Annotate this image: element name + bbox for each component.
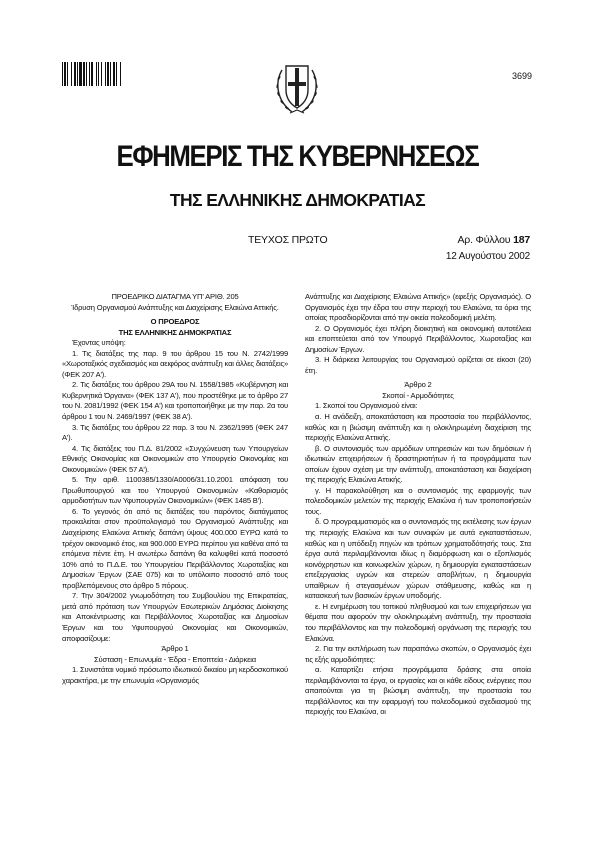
right-column [305, 292, 531, 837]
sheet-label: Αρ. Φύλλου [457, 234, 511, 246]
responsibility-item: α. Καταρτίζει ετήσια προγράμματα δράσης στα οποία περιλαμβάνονται τα έργα, οι εργασίες και οι κάθε είδους ενέργειες που απαιτούνται για τη βιώσιμη ανάπτυξη, την προστασία του περιβάλλοντος και την εφαρμογή του πολεοδομικού σχεδιασμού της περιοχής του Ελαιώνα, οι [305, 665, 531, 717]
article-1-heading: Άρθρο 1 [161, 644, 189, 654]
recital-item: 4. Τις διατάξεις του Π.Δ. 81/2002 «Συγχώνευση των Υπουργείων Εθνικής Οικονομίας και Οικονομικών στο Υπουργείο Οικονομίας και Οικονομικών» (ΦΕΚ 57 Α'). [62, 443, 288, 474]
purpose-item: δ. Ο προγραμματισμός και ο συντονισμός της εκτέλεσης των έργων της περιοχής Ελαιώνα και των συναφών με αυτά εγκαταστάσεων, καθώς και η υπόδειξη πηγών και τρόπων χρηματοδότησής τους. Στα έργα αυτά περιλαμβάνονται ιδίως η διαμόρφωση και ο εξοπλισμός κοινόχρηστων και κοινωφελών χώρων, η δημιουργία εγκαταστάσεων επεξεργασίας υγρών και στερεών αποβλήτων, η δημιουργία υπαίθριων ή στεγασμένων χώρων στάθμευσης, καθώς και η κατασκευή των βασικών έργων υποδομής. [305, 517, 531, 601]
issue-date: 12 Αυγούστου 2002 [445, 251, 530, 262]
president-heading-line2: ΤΗΣ ΕΛΛΗΝΙΚΗΣ ΔΗΜΟΚΡΑΤΙΑΣ [118, 327, 232, 337]
page-number: 3699 [511, 71, 532, 81]
recital-item: 2. Τις διατάξεις του άρθρου 29Α του Ν. 1558/1985 «Κυβέρνηση και Κυβερνητικά Όργανα» (ΦΕΚ 137 Α'), που προστέθηκε με το άρθρο 27 του Ν. 2081/1992 (ΦΕΚ 154 Α') και τροποποιήθηκε με την παρ. 2α του άρθρου 1 του Ν. 2469/1997 (ΦΕΚ 38 Α'). [62, 380, 288, 422]
purposes-intro: 1. Σκοποί του Οργανισμού είναι: [315, 401, 418, 411]
gazette-subtitle: ΤΗΣ ΕΛΛΗΝΙΚΗΣ ΔΗΜΟΚΡΑΤΙΑΣ [169, 190, 426, 210]
decree-title: ΠΡΟΕΔΡΙΚΟ ΔΙΑΤΑΓΜΑ ΥΠ' ΑΡΙΘ. 205 [111, 292, 239, 301]
recital-item: 5. Την αριθ. 1100385/1330/Α0006/31.10.2001 απόφαση του Πρωθυπουργού και του Υπουργού Οικονομικών «Καθορισμός αρμοδιοτήτων των Υφυπουργών Οικονομικών» (ΦΕΚ 1485 Β'). [62, 475, 288, 506]
recital-item: 7. Την 304/2002 γνωμοδότηση του Συμβουλίου της Επικρατείας, μετά από πρόταση των Υπουργών Εσωτερικών Δημόσιας Διοίκησης και Αποκέντρωσης και Περιβάλλοντος Χωροταξίας και Δημοσίων Έργων και του Υφυπουργού Οικονομίας και Οικονομικών, αποφασίζουμε: [62, 591, 288, 643]
recital-item: 3. Τις διατάξεις του άρθρου 22 παρ. 3 του Ν. 2362/1995 (ΦΕΚ 247 Α'). [62, 422, 288, 443]
left-column [62, 292, 288, 837]
decree-subject: Ίδρυση Οργανισμού Ανάπτυξης και Διαχείρισης Ελαιώνα Αττικής. [71, 302, 279, 312]
barcode-icon [62, 62, 148, 92]
coat-of-arms-emblem-icon [272, 56, 322, 118]
article-1-paragraph-3: 3. Η διάρκεια λειτουργίας του Οργανισμού ορίζεται σε είκοσι (20) έτη. [305, 355, 531, 375]
article-2-subheading: Σκοποί - Αρμοδιότητες [382, 390, 454, 400]
sheet-number: 187 [513, 234, 530, 246]
article-1-paragraph-1-start: 1. Συνιστάται νομικό πρόσωπο ιδιωτικού δικαίου μη κερδοσκοπικού χαρακτήρα, με την επωνυμία «Οργανισμός [62, 665, 288, 685]
issue-label: ΤΕΥΧΟΣ ΠΡΩΤΟ [248, 234, 328, 246]
purpose-item: β. Ο συντονισμός των αρμόδιων υπηρεσιών και των δημόσιων ή ιδιωτικών επιχειρήσεων ή δραστηριοτήτων ή τα προγράμματα των οποίων έχουν σχέση με την ανάπτυξη, αποκατάσταση και διαχείριση της περιοχής Ελαιώνα Αττικής. [305, 443, 531, 485]
purpose-item: γ. Η παρακολούθηση και ο συντονισμός της εφαρμογής των πολεοδομικών μελετών της περιοχής Ελαιώνα ή των τροποποιήσεών τους. [305, 485, 531, 516]
article-1-paragraph-2: 2. Ο Οργανισμός έχει πλήρη διοικητική και οικονομική αυτοτέλεια και εποπτεύεται από τον Υπουργό Περιβάλλοντος, Χωροταξίας και Δημοσίων Έργων. [305, 323, 531, 354]
article-2-heading: Άρθρο 2 [404, 380, 432, 390]
purpose-item: ε. Η ενημέρωση του τοπικού πληθυσμού και των επιχειρήσεων για θέματα που αφορούν την ολοκληρωμένη ανάπτυξη, την προστασία του περιβάλλοντος και την πολεοδομική οργάνωση της περιοχής του Ελαιώνα. [305, 601, 531, 643]
sheet-number-line [430, 234, 530, 246]
considering-label: Έχοντας υπόψη: [72, 338, 126, 348]
purpose-item: α. Η ανάδειξη, αποκατάσταση και προστασία του περιβάλλοντος, καθώς και η βιώσιμη ανάπτυξη και η ολοκληρωμένη διαχείριση της περιοχής Ελαιώνα Αττικής. [305, 412, 531, 443]
article-1-paragraph-1-continued: Ανάπτυξης και Διαχείρισης Ελαιώνα Αττικής» (εφεξής Οργανισμός). Ο Οργανισμός έχει την έδρα του στην περιοχή του Ελαιώνα, τα όρια της οποίας προσδιορίζονται από την οικεία πολεοδομική μελέτη. [305, 292, 531, 323]
gazette-title: ΕΦΗΜΕΡΙΣ ΤΗΣ ΚΥΒΕΡΝΗΣΕΩΣ [116, 140, 479, 173]
article-1-subheading: Σύσταση - Επωνυμία - Έδρα - Εποπτεία - Διάρκεια [93, 654, 256, 664]
recital-item: 6. Το γεγονός ότι από τις διατάξεις του παρόντος διατάγματος προκαλείται στον προϋπολογισμό του Οργανισμού Ανάπτυξης και Διαχείρισης Ελαιώνα Αττικής δαπάνη ύψους 400.000 ΕΥΡΩ κατά το τρέχον οικονομικό έτος, και 900.000 ΕΥΡΩ περίπου για καθένα από τα επόμενα πέντε έτη. Η ανωτέρω δαπάνη θα καλυφθεί κατά ποσοστό 10% από το Π.Δ.Ε. του Υπουργείου Περιβάλλοντος Χωροταξίας και Δημοσίων Έργων (ΣΑΕ 075) και το υπόλοιπο ποσοστό από τους προβλεπόμενους στο άρθρο 5 πόρους. [62, 506, 288, 590]
president-heading-line1: Ο ΠΡΟΕΔΡΟΣ [150, 317, 200, 327]
responsibilities-intro: 2. Για την εκπλήρωση των παραπάνω σκοπών, ο Οργανισμός έχει τις εξής αρμοδιότητες: [305, 644, 531, 664]
recital-item: 1. Τις διατάξεις της παρ. 9 του άρθρου 15 του Ν. 2742/1999 «Χωροταξικός σχεδιασμός και αειφόρος ανάπτυξη και άλλες διατάξεις» (ΦΕΚ 207 Α'). [62, 348, 288, 379]
